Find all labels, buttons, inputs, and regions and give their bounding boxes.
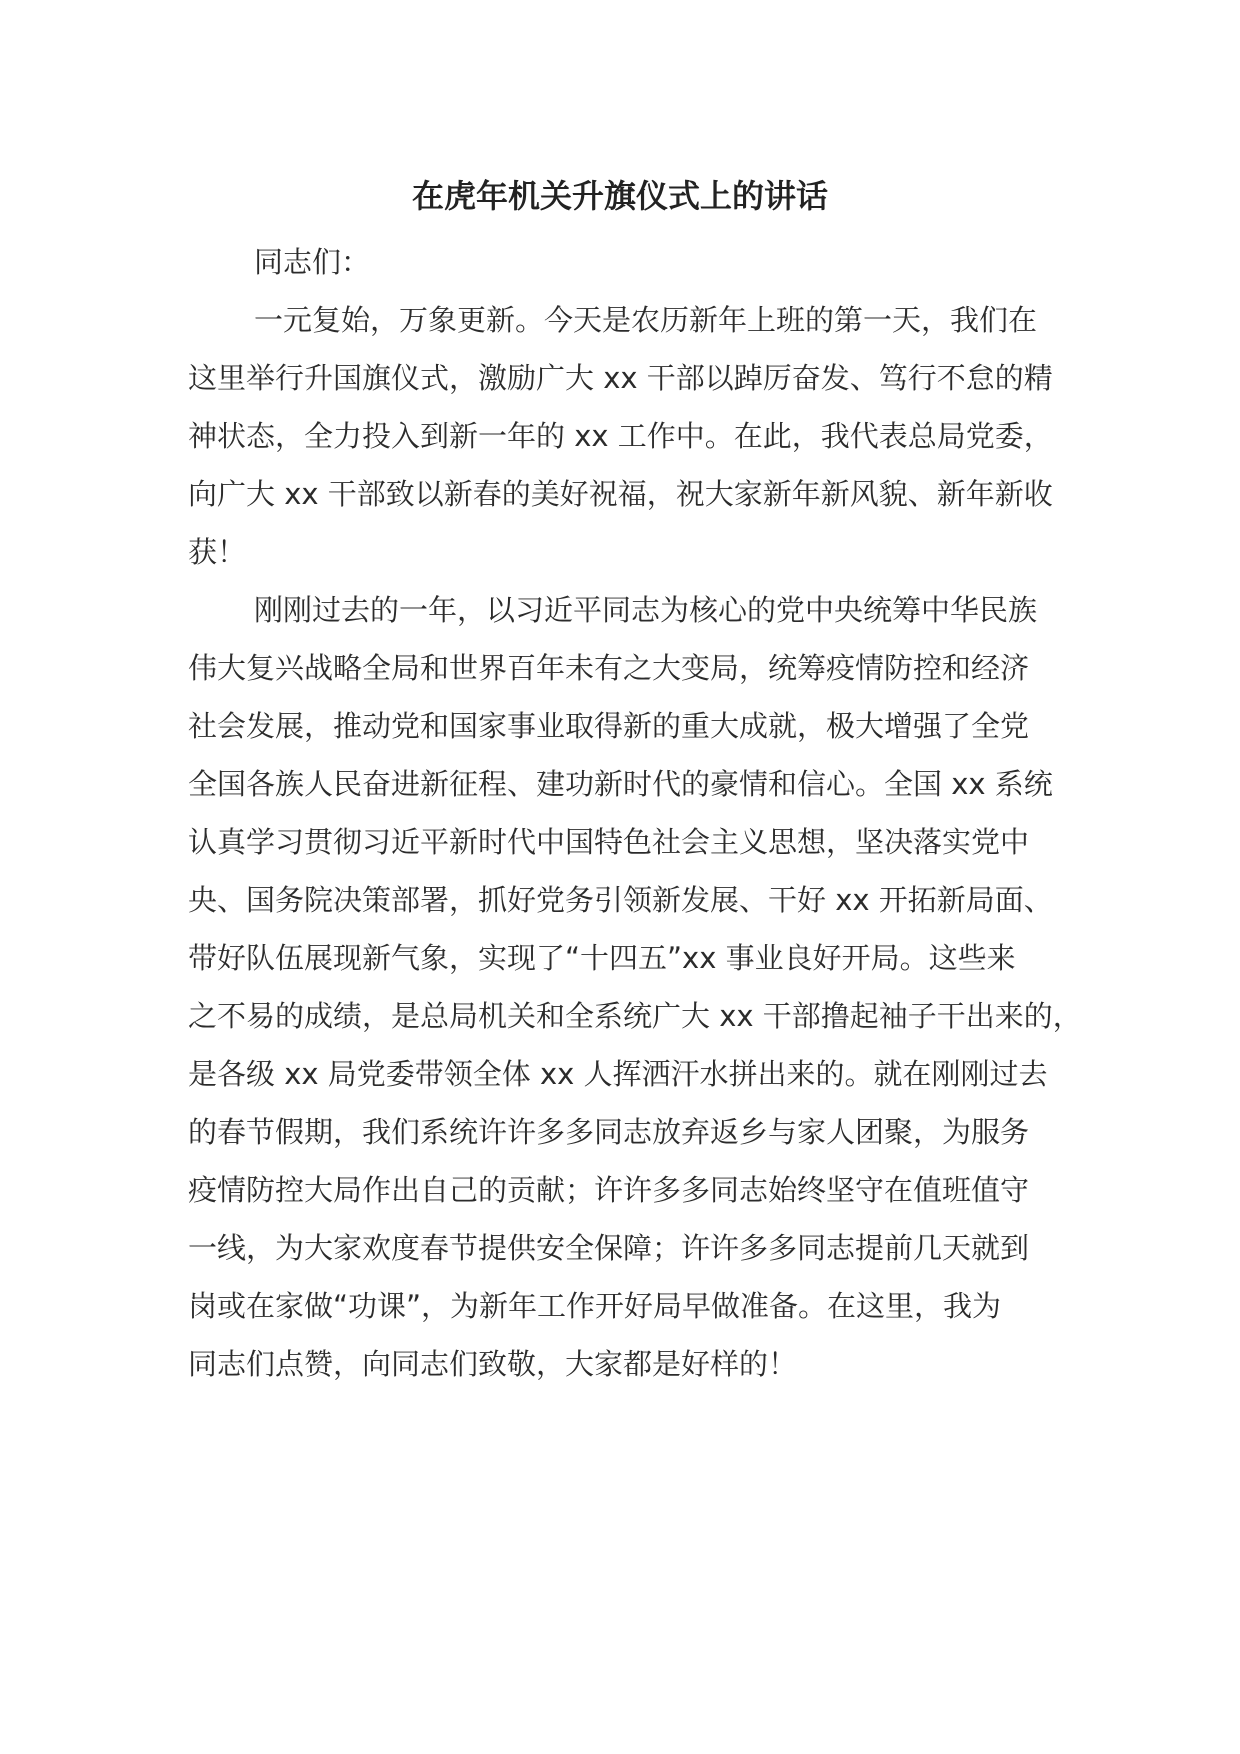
- paragraph-2-line-12: 一线，为大家欢度春节提供安全保障；许许多多同志提前几天就到: [188, 1231, 1030, 1265]
- paragraph-1-line-4: 向广大 xx 干部致以新春的美好祝福，祝大家新年新风貌、新年新收: [188, 477, 1053, 511]
- paragraph-2-line-1: 刚刚过去的一年，以习近平同志为核心的党中央统筹中华民族: [254, 593, 1038, 627]
- paragraph-2-line-6: 央、国务院决策部署，抓好党务引领新发展、干好 xx 开拓新局面、: [188, 883, 1053, 917]
- salutation: 同志们：: [254, 245, 371, 279]
- paragraph-2-line-11: 疫情防控大局作出自己的贡献；许许多多同志始终坚守在值班值守: [188, 1173, 1030, 1207]
- paragraph-2-line-4: 全国各族人民奋进新征程、建功新时代的豪情和信心。全国 xx 系统: [188, 767, 1053, 801]
- paragraph-1-line-5: 获！: [188, 535, 247, 569]
- paragraph-2-line-10: 的春节假期，我们系统许许多多同志放弃返乡与家人团聚，为服务: [188, 1115, 1030, 1149]
- paragraph-2-line-9: 是各级 xx 局党委带领全体 xx 人挥洒汗水拼出来的。就在刚刚过去: [188, 1057, 1048, 1091]
- paragraph-2-line-7: 带好队伍展现新气象，实现了“十四五”xx 事业良好开局。这些来: [188, 941, 1016, 975]
- paragraph-2-line-5: 认真学习贯彻习近平新时代中国特色社会主义思想，坚决落实党中: [188, 825, 1030, 859]
- paragraph-2-line-13: 岗或在家做“功课”，为新年工作开好局早做准备。在这里，我为: [188, 1289, 1002, 1323]
- paragraph-2-line-14: 同志们点赞，向同志们致敬，大家都是好样的！: [188, 1347, 798, 1381]
- paragraph-1-line-3: 神状态，全力投入到新一年的 xx 工作中。在此，我代表总局党委，: [188, 419, 1053, 453]
- paragraph-1-line-1: 一元复始，万象更新。今天是农历新年上班的第一天，我们在: [254, 303, 1038, 337]
- paragraph-2-line-8: 之不易的成绩，是总局机关和全系统广大 xx 干部撸起袖子干出来的，: [188, 999, 1082, 1033]
- paragraph-2-line-2: 伟大复兴战略全局和世界百年未有之大变局，统筹疫情防控和经济: [188, 651, 1030, 685]
- paragraph-2-line-3: 社会发展，推动党和国家事业取得新的重大成就，极大增强了全党: [188, 709, 1030, 743]
- document-title: 在虎年机关升旗仪式上的讲话: [411, 177, 828, 215]
- paragraph-1-line-2: 这里举行升国旗仪式，激励广大 xx 干部以踔厉奋发、笃行不怠的精: [188, 361, 1053, 395]
